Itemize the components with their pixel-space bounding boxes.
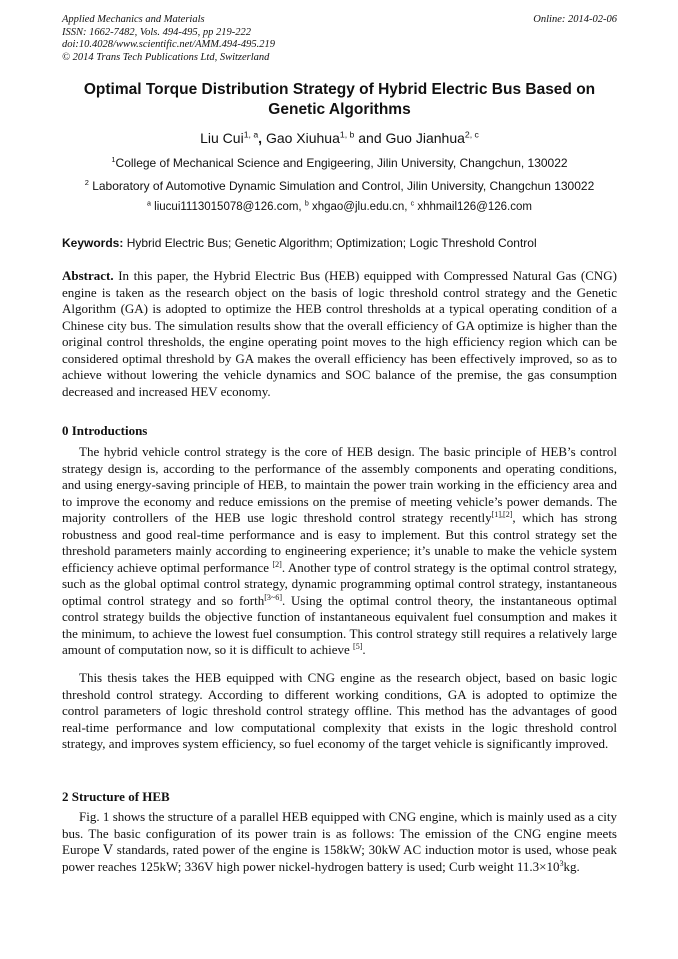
- email-link[interactable]: liucui1113015078@126.com,: [150, 201, 305, 213]
- affiliation-1: $^1$College of Mechanical Science and Engigeering, Jilin University, Changchun, 130022: [111, 155, 568, 170]
- abstract-label: Abstract.: [62, 268, 114, 283]
- author-emails: $^a$ liucui1113015078@126.com, $^b$ xhgao@jlu.edu.cn, $^c$ xhhmail126@126.com: [147, 199, 532, 213]
- abstract-text: In this paper, the Hybrid Electric Bus (HEB) equipped with Compressed Natural Gas (CNG) engine is taken as the research object on the basis of logic threshold control strategy and the Genetic Algorithm (GA) is adopted to optimize the HEB control thresholds at a typical operating condition of a Chinese city bus. The simulation results show that the overall efficiency of GA optimize is higher than the original control thresholds, the engine operating point moves to the high efficiency region which can be considered optimal threshold by GA makes the overall efficiency has been effectively improved, so as to achieve without lowering the vehicle dynamics and SOC balance of the premise, the gas consumption decreased and increased HEV economy.: [62, 268, 617, 399]
- keywords: [62, 235, 617, 251]
- email-link[interactable]: xhgao@jlu.edu.cn,: [308, 201, 411, 213]
- section-heading: 2 Structure of HEB: [62, 789, 170, 804]
- author-2: Gao Xiuhua: [265, 130, 340, 146]
- author-3-affil: 2, c: [464, 129, 479, 140]
- doi: doi:10.4028/www.scientific.net/AMM.494-495.219: [62, 39, 275, 50]
- citation: [3~6]: [264, 592, 282, 602]
- section-heading: 0 Introductions: [62, 423, 148, 438]
- paragraph: Fig. 1 shows the structure of a parallel HEB equipped with CNG engine, which is mainly used as a city bus. The basic configuration of its power train is as follows: The emission of the CNG engine meets Europe Ⅴ standards, rated power of the engine is 158kW; 30kW AC induction motor is used, whose peak power reaches 125kW; 336V high power nickel-hydrogen battery is used; Curb weight $11.3\times 10^3kg$.: [62, 809, 617, 874]
- author-list: [62, 129, 617, 147]
- author-separator: and: [354, 130, 386, 146]
- keywords-text: Hybrid Electric Bus; Genetic Algorithm; Optimization; Logic Threshold Control: [123, 236, 537, 250]
- citation: [1],[2]: [491, 509, 513, 519]
- issn: ISSN: 1662-7482, Vols. 494-495, pp 219-222: [62, 26, 251, 38]
- author-2-affil: 1, b: [339, 129, 355, 140]
- paper-title: Optimal Torque Distribution Strategy of Hybrid Electric Bus Based on Genetic Algorithms: [83, 81, 596, 118]
- keywords-label: Keywords:: [62, 236, 124, 250]
- author-3: Guo Jianhua: [385, 130, 465, 146]
- online-date: Online: 2014-02-06: [533, 14, 617, 25]
- author-1-affil: 1, a: [243, 129, 259, 140]
- email-link[interactable]: xhhmail126@126.com: [414, 201, 532, 213]
- copyright: © 2014 Trans Tech Publications Ltd, Switzerland: [62, 51, 270, 63]
- citation: [5]: [353, 641, 363, 651]
- abstract: [62, 268, 617, 400]
- journal-name: Applied Mechanics and Materials: [62, 14, 205, 25]
- author-separator: ,: [258, 130, 266, 146]
- citation: [2]: [272, 559, 282, 569]
- journal-header: [62, 14, 617, 64]
- paragraph: The hybrid vehicle control strategy is the core of HEB design. The basic principle of HEB’s control strategy design is, according to the performance of the assembly components and operating conditions, and using energy-saving principle of HEB, to maintain the power train working in the efficiency area and to improve the economy and reduce emissions on the premise of meeting vehicle’s power demands. The majority controllers of the HEB use logic threshold control strategy recently[1],[2], which has strong robustness and good real-time performance and is easy to implement. But this control strategy set the threshold parameters mainly according to engineering experience; it’s unable to make the vehicle system efficiency achieve optimal performance [2]. Another type of control strategy is the optimal control strategy, such as the global optimal control strategy, dynamic programming optimal control strategy, instantaneous optimal control strategy and so forth[3~6]. Using the optimal control theory, the instantaneous optimal control strategy builds the objective function of instantaneous equivalent fuel consumption and makes it the minimum, to achieve the lowest fuel consumption. This control strategy still requires a relatively large amount of computation now, so it is difficult to achieve [5].: [62, 444, 617, 657]
- author-1: Liu Cui: [200, 130, 244, 146]
- affiliation-2: $^2$ Laboratory of Automotive Dynamic Simulation and Control, Jilin University, Changchun 130022: [84, 178, 595, 193]
- paragraph: This thesis takes the HEB equipped with CNG engine as the research object, based on basic logic threshold control strategy. According to different working conditions, GA is adopted to optimize the control parameters of logic threshold control strategy offline. This method has the advantages of good real-time performance and low computational complexity that exists in the logic threshold control strategy, and improves system efficiency, so fuel economy of the target vehicle is significantly improved.: [62, 670, 617, 751]
